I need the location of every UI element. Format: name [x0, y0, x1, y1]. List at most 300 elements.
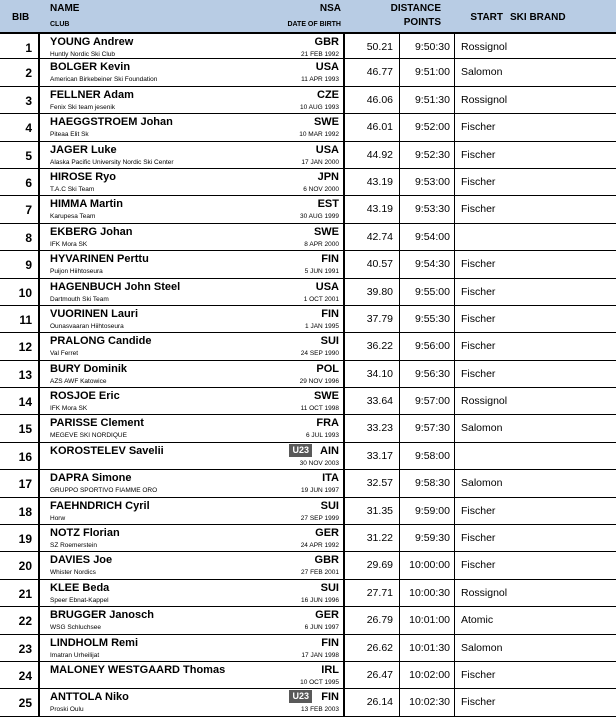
- table-row: [0, 443, 616, 470]
- ski-brand: Fischer: [461, 340, 496, 353]
- bib-number: 11: [19, 312, 32, 327]
- distance-points-cell: [345, 470, 400, 496]
- start-time: 10:01:00: [409, 614, 450, 627]
- start-time: 9:54:00: [414, 230, 450, 243]
- distance-points: 31.22: [366, 532, 393, 545]
- athlete-name: FELLNER Adam: [50, 88, 134, 101]
- ski-brand: Fischer: [461, 504, 496, 517]
- ski-brand-cell: [455, 306, 616, 332]
- athlete-dob: 17 JAN 1998: [301, 651, 339, 659]
- table-row: [0, 662, 616, 689]
- ski-brand-cell: [455, 87, 616, 113]
- ski-brand-cell: [455, 251, 616, 277]
- athlete-club: Alaska Pacific University Nordic Ski Center: [50, 158, 174, 166]
- ski-brand: Salomon: [461, 422, 503, 435]
- athlete-nsa: GBR: [314, 554, 339, 567]
- start-time-cell: [400, 607, 455, 633]
- athlete-club: IFK Mora SK: [50, 240, 88, 248]
- distance-points: 31.35: [366, 504, 393, 517]
- start-time: 9:59:30: [414, 532, 450, 545]
- athlete-club: Karupesa Team: [50, 213, 96, 221]
- athlete-club: Speer Ebnat-Kappel: [50, 596, 109, 604]
- distance-points: 43.19: [366, 203, 393, 216]
- athlete-dob: 13 FEB 2003: [301, 706, 339, 714]
- start-time-cell: [400, 34, 455, 58]
- athlete-name: BOLGER Kevin: [50, 61, 131, 74]
- ski-brand: Salomon: [461, 641, 503, 654]
- athlete-club: Horw: [50, 514, 66, 522]
- bib-number: 24: [18, 668, 32, 683]
- athlete-cell: [40, 59, 345, 85]
- bib-number: 25: [18, 696, 32, 711]
- distance-points: 43.19: [366, 175, 393, 188]
- start-time: 9:56:00: [414, 340, 450, 353]
- distance-points: 40.57: [366, 258, 393, 271]
- table-row: [0, 607, 616, 634]
- distance-points-cell: [345, 525, 400, 551]
- ski-brand: Rossignol: [461, 395, 508, 408]
- athlete-nsa: SWE: [313, 390, 339, 403]
- start-time: 9:52:00: [414, 121, 450, 134]
- table-row: [0, 415, 616, 442]
- ski-brand-cell: [455, 443, 616, 469]
- start-time: 9:55:30: [414, 312, 450, 325]
- athlete-dob: 19 JUN 1997: [301, 487, 339, 495]
- athlete-name: HIMMA Martin: [50, 198, 123, 211]
- distance-points-cell: [345, 662, 400, 688]
- header-bib: BIB: [12, 12, 30, 23]
- athlete-nsa: JPN: [317, 170, 339, 183]
- distance-points: 26.79: [366, 614, 393, 627]
- bib-number: 19: [18, 532, 32, 547]
- ski-brand: Fischer: [461, 175, 496, 188]
- bib-cell: [0, 169, 40, 195]
- athlete-nsa: GER: [315, 609, 339, 622]
- distance-points: 33.64: [366, 395, 393, 408]
- table-row: [0, 333, 616, 360]
- bib-cell: [0, 87, 40, 113]
- athlete-dob: 10 AUG 1993: [299, 103, 339, 111]
- distance-points: 33.17: [366, 449, 393, 462]
- athlete-cell: [40, 224, 345, 250]
- athlete-dob: 27 SEP 1999: [300, 514, 339, 522]
- start-time: 9:52:30: [414, 148, 450, 161]
- athlete-dob: 30 AUG 1999: [299, 213, 339, 221]
- bib-cell: [0, 607, 40, 633]
- bib-cell: [0, 251, 40, 277]
- athlete-nsa: USA: [315, 280, 339, 293]
- athlete-cell: [40, 635, 345, 661]
- distance-points-cell: [345, 196, 400, 222]
- athlete-nsa: FRA: [316, 417, 339, 430]
- ski-brand: Salomon: [461, 477, 503, 490]
- athlete-nsa: FIN: [321, 307, 339, 320]
- bib-number: 2: [25, 66, 32, 81]
- athlete-dob: 11 OCT 1998: [300, 405, 339, 413]
- athlete-club: Val Ferret: [50, 350, 79, 358]
- athlete-nsa: FIN: [321, 691, 339, 704]
- ski-brand-cell: [455, 525, 616, 551]
- ski-brand: Fischer: [461, 285, 496, 298]
- ski-brand: Fischer: [461, 258, 496, 271]
- table-row: [0, 525, 616, 552]
- athlete-nsa: SUI: [320, 581, 339, 594]
- distance-points-cell: [345, 498, 400, 524]
- distance-points: 26.62: [366, 641, 393, 654]
- start-time: 9:50:30: [414, 41, 450, 53]
- ski-brand-cell: [455, 388, 616, 414]
- header-ski-brand: SKI BRAND: [510, 12, 566, 23]
- start-time: 9:57:30: [414, 422, 450, 435]
- athlete-name: HAGENBUCH John Steel: [50, 280, 181, 293]
- ski-brand: Atomic: [461, 614, 494, 627]
- start-time-cell: [400, 662, 455, 688]
- distance-points-cell: [345, 415, 400, 441]
- start-time-cell: [400, 388, 455, 414]
- u23-badge: U23: [289, 690, 312, 703]
- athlete-club: WSG Schluchsee: [50, 624, 101, 632]
- start-time: 9:58:30: [414, 477, 450, 490]
- start-time-cell: [400, 470, 455, 496]
- start-time: 9:51:00: [414, 66, 450, 79]
- athlete-nsa: GBR: [314, 36, 339, 48]
- athlete-nsa: SUI: [320, 335, 339, 348]
- ski-brand-cell: [455, 552, 616, 578]
- athlete-cell: [40, 388, 345, 414]
- ski-brand-cell: [455, 689, 616, 715]
- ski-brand-cell: [455, 498, 616, 524]
- bib-number: 12: [18, 340, 32, 355]
- athlete-nsa: USA: [315, 143, 339, 156]
- athlete-cell: [40, 552, 345, 578]
- start-time: 9:59:00: [414, 504, 450, 517]
- athlete-dob: 6 NOV 2000: [303, 185, 339, 193]
- bib-cell: [0, 333, 40, 359]
- athlete-nsa: FIN: [321, 253, 339, 266]
- athlete-nsa: USA: [315, 61, 339, 74]
- start-time-cell: [400, 196, 455, 222]
- table-row: [0, 388, 616, 415]
- athlete-cell: [40, 87, 345, 113]
- bib-cell: [0, 443, 40, 469]
- distance-points: 27.71: [366, 586, 393, 599]
- athlete-name: HIROSE Ryo: [50, 170, 117, 183]
- athlete-name: ROSJOE Eric: [50, 390, 120, 403]
- athlete-name: EKBERG Johan: [50, 225, 133, 238]
- table-row: [0, 635, 616, 662]
- start-time: 10:00:00: [409, 559, 450, 572]
- start-time: 9:53:30: [414, 203, 450, 216]
- distance-points-cell: [345, 635, 400, 661]
- athlete-club: Huntly Nordic Ski Club: [50, 51, 116, 58]
- athlete-club: GRUPPO SPORTIVO FIAMME ORO: [50, 487, 158, 495]
- athlete-dob: 6 JUL 1993: [305, 432, 339, 440]
- distance-points: 37.79: [366, 312, 393, 325]
- ski-brand-cell: [455, 607, 616, 633]
- distance-points: 29.69: [366, 559, 393, 572]
- athlete-cell: [40, 662, 345, 688]
- athlete-club: Proski Oulu: [50, 706, 84, 714]
- start-time-cell: [400, 635, 455, 661]
- start-time: 9:51:30: [414, 93, 450, 106]
- distance-points-cell: [345, 443, 400, 469]
- athlete-dob: 27 FEB 2001: [301, 569, 339, 577]
- athlete-name: FAEHNDRICH Cyril: [50, 499, 150, 512]
- athlete-club: Dartmouth Ski Team: [50, 295, 109, 303]
- athlete-dob: 10 OCT 1995: [300, 678, 339, 686]
- table-row: [0, 169, 616, 196]
- bib-cell: [0, 388, 40, 414]
- bib-number: 17: [18, 477, 32, 492]
- athlete-dob: 21 FEB 1992: [301, 51, 339, 58]
- ski-brand-cell: [455, 635, 616, 661]
- athlete-club: Puijon Hiihtoseura: [50, 268, 103, 276]
- athlete-club: SZ Roemerstein: [50, 542, 97, 550]
- bib-number: 15: [18, 422, 32, 437]
- start-time-cell: [400, 279, 455, 305]
- distance-points: 33.23: [366, 422, 393, 435]
- start-time-cell: [400, 306, 455, 332]
- athlete-name: JAGER Luke: [50, 143, 117, 156]
- athlete-name: HAEGGSTROEM Johan: [50, 116, 173, 129]
- distance-points-cell: [345, 114, 400, 140]
- bib-number: 8: [25, 230, 32, 245]
- ski-brand-cell: [455, 169, 616, 195]
- ski-brand-cell: [455, 59, 616, 85]
- distance-points: 46.77: [366, 66, 393, 79]
- start-time-cell: [400, 59, 455, 85]
- distance-points: 32.57: [366, 477, 393, 490]
- start-time: 9:55:00: [414, 285, 450, 298]
- bib-number: 21: [18, 586, 32, 601]
- distance-points-cell: [345, 34, 400, 58]
- table-row: [0, 470, 616, 497]
- start-time-cell: [400, 552, 455, 578]
- start-time-cell: [400, 87, 455, 113]
- ski-brand: Rossignol: [461, 586, 508, 599]
- athlete-name: KLEE Beda: [50, 581, 110, 594]
- bib-number: 1: [25, 41, 32, 55]
- distance-points-cell: [345, 87, 400, 113]
- bib-number: 10: [18, 285, 32, 300]
- bib-number: 14: [18, 395, 32, 410]
- athlete-name: ANTTOLA Niko: [50, 691, 129, 704]
- ski-brand: Fischer: [461, 148, 496, 161]
- distance-points: 36.22: [366, 340, 393, 353]
- distance-points-cell: [345, 306, 400, 332]
- athlete-cell: [40, 415, 345, 441]
- athlete-nsa: ITA: [322, 472, 339, 485]
- athlete-cell: [40, 333, 345, 359]
- ski-brand-cell: [455, 361, 616, 387]
- bib-cell: [0, 415, 40, 441]
- start-time-cell: [400, 169, 455, 195]
- start-time: 10:02:30: [409, 696, 450, 709]
- athlete-name: YOUNG Andrew: [50, 36, 134, 48]
- bib-cell: [0, 580, 40, 606]
- athlete-cell: [40, 34, 345, 58]
- table-row: [0, 498, 616, 525]
- start-time-cell: [400, 580, 455, 606]
- distance-points-cell: [345, 59, 400, 85]
- athlete-dob: 29 NOV 1996: [299, 377, 339, 385]
- start-time: 9:53:00: [414, 175, 450, 188]
- athlete-club: Piteaa Elit Sk: [50, 131, 89, 139]
- bib-cell: [0, 59, 40, 85]
- ski-brand-cell: [455, 34, 616, 58]
- distance-points: 26.47: [366, 668, 393, 681]
- ski-brand: Fischer: [461, 532, 496, 545]
- ski-brand: Fischer: [461, 696, 496, 709]
- bib-cell: [0, 114, 40, 140]
- bib-number: 20: [18, 559, 32, 574]
- distance-points-cell: [345, 552, 400, 578]
- table-header: [0, 0, 616, 32]
- ski-brand-cell: [455, 279, 616, 305]
- athlete-name: PRALONG Candide: [50, 335, 152, 348]
- bib-number: 5: [25, 148, 32, 163]
- start-list-table: [0, 32, 616, 717]
- athlete-nsa: GER: [315, 527, 339, 540]
- header-distance: DISTANCE: [390, 3, 441, 14]
- athlete-dob: 24 APR 1992: [300, 542, 339, 550]
- start-time: 10:02:00: [409, 668, 450, 681]
- distance-points: 42.74: [366, 230, 393, 243]
- athlete-nsa: AIN: [320, 444, 339, 457]
- bib-cell: [0, 142, 40, 168]
- athlete-dob: 1 OCT 2001: [303, 295, 339, 303]
- bib-number: 3: [25, 93, 32, 108]
- ski-brand-cell: [455, 142, 616, 168]
- ski-brand: Fischer: [461, 559, 496, 572]
- distance-points: 34.10: [366, 367, 393, 380]
- ski-brand-cell: [455, 580, 616, 606]
- athlete-name: BURY Dominik: [50, 362, 128, 375]
- distance-points-cell: [345, 361, 400, 387]
- distance-points: 50.21: [366, 41, 393, 53]
- athlete-club: Imatran Urheilijat: [50, 651, 100, 659]
- table-row: [0, 142, 616, 169]
- table-row: [0, 580, 616, 607]
- athlete-cell: [40, 525, 345, 551]
- athlete-cell: [40, 196, 345, 222]
- bib-number: 4: [25, 121, 32, 136]
- distance-points-cell: [345, 607, 400, 633]
- athlete-name: MALONEY WESTGAARD Thomas: [50, 663, 226, 676]
- athlete-nsa: CZE: [317, 88, 339, 101]
- athlete-name: NOTZ Florian: [50, 527, 120, 540]
- ski-brand: Fischer: [461, 121, 496, 134]
- bib-number: 9: [25, 258, 32, 273]
- athlete-cell: [40, 142, 345, 168]
- start-time-cell: [400, 689, 455, 715]
- start-time: 9:57:00: [414, 395, 450, 408]
- ski-brand: Fischer: [461, 367, 496, 380]
- athlete-cell: [40, 470, 345, 496]
- ski-brand: Fischer: [461, 203, 496, 216]
- bib-number: 6: [25, 175, 32, 190]
- athlete-cell: [40, 306, 345, 332]
- distance-points: 39.80: [366, 285, 393, 298]
- distance-points: 46.06: [366, 93, 393, 106]
- athlete-name: VUORINEN Lauri: [50, 307, 139, 320]
- athlete-nsa: SWE: [313, 225, 339, 238]
- bib-cell: [0, 498, 40, 524]
- distance-points-cell: [345, 333, 400, 359]
- athlete-dob: 17 JAN 2000: [301, 158, 339, 166]
- bib-cell: [0, 306, 40, 332]
- start-time: 10:01:30: [409, 641, 450, 654]
- bib-number: 16: [18, 449, 32, 464]
- athlete-nsa: EST: [317, 198, 339, 211]
- u23-badge: U23: [289, 444, 312, 457]
- start-time-cell: [400, 224, 455, 250]
- table-row: [0, 279, 616, 306]
- start-time-cell: [400, 498, 455, 524]
- bib-cell: [0, 689, 40, 715]
- distance-points-cell: [345, 689, 400, 715]
- table-row: [0, 224, 616, 251]
- ski-brand-cell: [455, 333, 616, 359]
- athlete-dob: 6 JUN 1997: [304, 624, 339, 632]
- header-club: CLUB: [50, 21, 70, 28]
- athlete-dob: 16 JUN 1996: [301, 596, 339, 604]
- athlete-cell: [40, 607, 345, 633]
- bib-cell: [0, 224, 40, 250]
- bib-number: 18: [18, 504, 32, 519]
- athlete-name: DAPRA Simone: [50, 472, 132, 485]
- athlete-name: KOROSTELEV Savelii: [50, 444, 164, 457]
- athlete-club: IFK Mora SK: [50, 405, 88, 413]
- athlete-club: Fenix Ski team jesenik: [50, 103, 116, 111]
- bib-cell: [0, 470, 40, 496]
- ski-brand-cell: [455, 470, 616, 496]
- header-dob: DATE OF BIRTH: [287, 21, 341, 28]
- athlete-cell: [40, 580, 345, 606]
- athlete-club: Whister Nordics: [50, 569, 96, 577]
- athlete-club: Ounasvaaran Hiihtoseura: [50, 322, 124, 330]
- start-time-cell: [400, 361, 455, 387]
- athlete-dob: 8 APR 2000: [304, 240, 339, 248]
- athlete-club: MEGEVE SKI NORDIQUE: [50, 432, 127, 440]
- athlete-club: T.A.C Ski Team: [50, 185, 95, 193]
- start-time: 9:54:30: [414, 258, 450, 271]
- athlete-club: AZS AWF Katowice: [50, 377, 107, 385]
- athlete-dob: 11 APR 1993: [301, 76, 339, 84]
- table-row: [0, 361, 616, 388]
- table-row: [0, 689, 616, 716]
- athlete-dob: 30 NOV 2003: [299, 459, 339, 467]
- bib-cell: [0, 662, 40, 688]
- distance-points: 44.92: [366, 148, 393, 161]
- distance-points-cell: [345, 142, 400, 168]
- athlete-cell: [40, 114, 345, 140]
- distance-points-cell: [345, 224, 400, 250]
- distance-points-cell: [345, 251, 400, 277]
- table-row: [0, 306, 616, 333]
- table-row: [0, 114, 616, 141]
- start-time-cell: [400, 114, 455, 140]
- start-time-cell: [400, 251, 455, 277]
- start-time-cell: [400, 333, 455, 359]
- bib-number: 23: [18, 641, 32, 656]
- bib-cell: [0, 279, 40, 305]
- distance-points: 26.14: [366, 696, 393, 709]
- athlete-cell: [40, 169, 345, 195]
- ski-brand-cell: [455, 196, 616, 222]
- ski-brand-cell: [455, 662, 616, 688]
- athlete-dob: 24 SEP 1990: [300, 350, 339, 358]
